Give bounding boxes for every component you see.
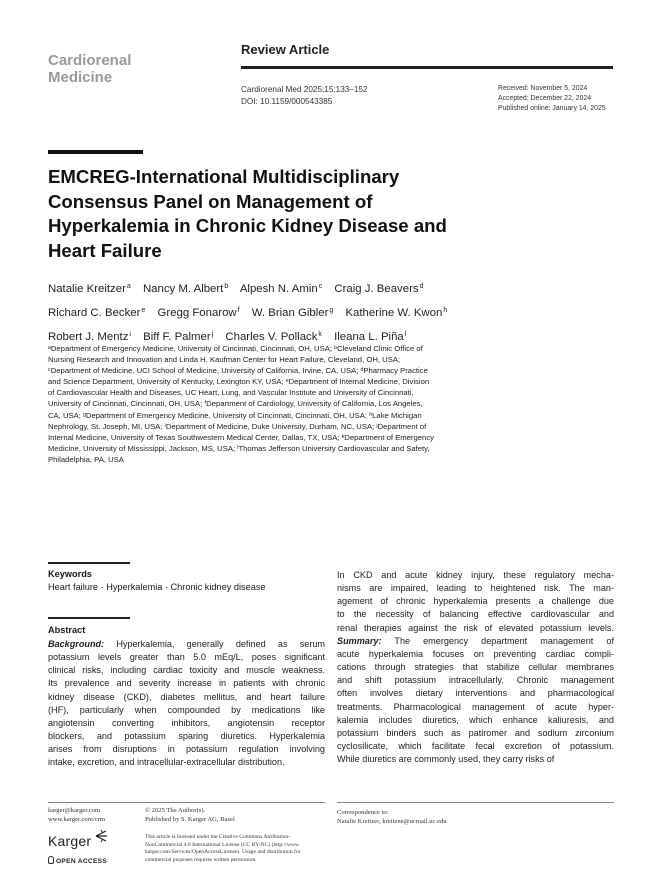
affiliation-line: Nursing Research and Innovation and Linda H. Kaufman Center for Heart Failure, Cleveland, OH, USA; [48, 355, 401, 365]
author[interactable]: Biff F. Palmer$^j$ [143, 331, 214, 343]
copyright: © 2025 The Author(s). [145, 807, 206, 814]
published-date: Published online: January 14, 2025 [498, 104, 606, 112]
author-list [48, 276, 608, 348]
abstract-heading: Abstract [48, 625, 86, 635]
footer-rule [337, 802, 614, 803]
abstract-line: kidney disease (CKD), diabetes mellitus, and heart failure [48, 691, 325, 702]
karger-logo: Karger [48, 833, 92, 849]
journal-name [48, 52, 131, 86]
abstract-line: renal therapies against the risk of elevated potassium levels. [337, 622, 614, 633]
citation-line: Cardiorenal Med 2025;15:133–152 [241, 85, 368, 94]
license-line: This article is licensed under the Creative Commons Attribution- [145, 834, 291, 840]
publisher-website[interactable]: www.karger.com/crm [48, 816, 105, 824]
abstract-line: kalemia includes diuretics, which enhance kaliuresis, and [337, 714, 614, 725]
abstract-line: (HF), particularly when compounded by medications like [48, 704, 325, 715]
title-line: EMCREG-International Multidisciplinary [48, 166, 400, 187]
abstract-line: agement of chronic hyperkalemia presents a challenge due [337, 596, 614, 607]
author-line [48, 300, 608, 324]
abstract-line: Its prevalence and severity increase in patients with chronic [48, 678, 325, 689]
keywords-heading: Keywords [48, 569, 92, 579]
abstract-line: and shift potassium intracellularly. Chronic management [337, 675, 614, 686]
publication-info [145, 806, 235, 824]
author[interactable]: Gregg Fonarow$^f$ [157, 307, 240, 319]
abstract-line: Background: Hyperkalemia, generally defined as serum [48, 639, 325, 649]
author[interactable]: W. Brian Gibler$^g$ [251, 307, 334, 319]
abstract-line: angiotensin converting inhibitors, angiotensin receptor [48, 717, 325, 728]
open-lock-icon [48, 856, 54, 864]
affiliation-line: ᵃDepartment of Emergency Medicine, University of Cincinnati, Cincinnati, OH, USA; ᵇCleveland Clinic Office of [48, 344, 423, 353]
author[interactable]: Natalie Kreitzer$^a$ [48, 283, 131, 295]
abstract-line: nisms are impaired, leading to heightened risk. The man- [337, 583, 614, 594]
received-date: Received: November 5, 2024 [498, 85, 588, 92]
affiliation-line: Philadelphia, PA, USA [48, 454, 124, 464]
abstract-right-column [337, 569, 614, 766]
author[interactable]: Katherine W. Kwon$^h$ [345, 307, 448, 319]
affiliation-line: Internal Medicine, University of Texas Southwestern Medical Center, Dallas, TX, USA; ᵏDepartment of Emergency [48, 432, 435, 442]
journal-name-line2: Medicine [48, 69, 113, 86]
publisher: Published by S. Karger AG, Basel [145, 816, 235, 824]
abstract-rule [48, 617, 130, 619]
citation [241, 84, 368, 108]
author[interactable]: Charles V. Pollack$^k$ [225, 331, 322, 343]
author[interactable]: Alpesh N. Amin$^c$ [239, 283, 323, 295]
article-type: Review Article [241, 42, 330, 57]
abstract-line: While diuretics are commonly used, they carry risks of [337, 754, 555, 765]
abstract-line: to the necessity of balancing effective cardiovascular and [337, 609, 614, 620]
affiliation-line: Nephrology, St. Joseph, MI, USA; ⁱDepartment of Medicine, Duke University, Durham, NC, USA; ʲDepartment of [48, 421, 427, 431]
license-line: commercial purposes requires written permission. [145, 857, 257, 864]
article-dates [498, 84, 606, 113]
keywords-rule [48, 562, 130, 564]
author[interactable]: Richard C. Becker$^e$ [48, 307, 146, 319]
abstract-line: cyclosilicate, which facilitate fecal excretion of potassium. [337, 741, 614, 752]
header-rule [241, 66, 613, 69]
abstract-line: Summary: The emergency department management of [337, 635, 614, 646]
karger-mark-icon [94, 829, 108, 843]
correspondence [337, 808, 447, 826]
affiliation-line: Medicine, University of Mississippi, Jackson, MS, USA; ˡThomas Jefferson University Cardiovascular and Safety, [48, 443, 430, 453]
abstract-line: potassium levels greater than 5.0 mEq/L, poses significant [48, 652, 325, 663]
abstract-left-column [48, 638, 325, 770]
doi-link[interactable]: DOI: 10.1159/000543385 [241, 97, 333, 106]
abstract-line: In CKD and acute kidney injury, these regulatory mecha- [337, 570, 614, 580]
abstract-line: often involves dietary interventions and pharmacological [337, 688, 614, 699]
abstract-line: acute hyperkalemia focuses on preventing cardiac compli- [337, 648, 614, 659]
license-line: NonCommercial 4.0 International License (CC BY-NC) (http://www. [145, 841, 300, 848]
title-line: Hyperkalemia in Chronic Kidney Disease and [48, 215, 447, 236]
open-access-badge [48, 856, 107, 865]
title-rule [48, 150, 143, 154]
abstract-line: blockers, and potassium sparing diuretics. Hyperkalemia [48, 731, 325, 742]
abstract-line: cations through strategies that stabilize cellular membranes [337, 662, 614, 673]
article-title [48, 165, 488, 263]
correspondence-contact[interactable]: Natalie Kreitzer, kreitzne@ucmail.uc.edu [337, 818, 447, 826]
title-line: Heart Failure [48, 239, 162, 261]
open-access-label: OPEN ACCESS [56, 858, 108, 865]
author[interactable]: Nancy M. Albert$^b$ [142, 283, 229, 295]
affiliation-line: and Science Department, University of Kentucky, Lexington KY, USA; ᵉDepartment of Internal Medicine, Division [48, 377, 430, 387]
license-text [145, 834, 330, 865]
abstract-line: intake, excretion, and intracellular-extracellular distribution. [48, 757, 285, 768]
keywords-text: Heart failure · Hyperkalemia · Chronic kidney disease [48, 582, 266, 592]
abstract-line: clinical risks, including cardiac toxicity and muscle weakness. [48, 665, 325, 676]
affiliation-line: CA, USA; ᵍDepartment of Emergency Medicine, University of Cincinnati, Cincinnati, OH, USA; ʰLake Michigan [48, 410, 422, 420]
author[interactable]: Ileana L. Piña$^l$ [334, 331, 407, 343]
background-label: Background: [48, 639, 105, 649]
abstract-line: treatments. Pharmacological management of acute hyper- [337, 701, 614, 712]
publisher-email[interactable]: karger@karger.com [48, 807, 101, 814]
affiliation-line: of Cardiovascular Health and Diseases, UC Heart, Lung, and Vascular Institute and University of Cincinnati, [48, 388, 414, 398]
license-line: karger.com/Services/OpenAccessLicense). Usage and distribution for [145, 849, 301, 856]
affiliation-line: ᶜDepartment of Medicine, UCI School of Medicine, University of California, Irvine, CA, USA; ᵈPharmacy Practice [48, 366, 428, 376]
affiliation-line: University of Cincinnati, Cincinnati, OH, USA; ᶠDepartment of Cardiology, University of California, Los Angeles, [48, 399, 423, 409]
abstract-line: potassium binders such as patiromer and sodium zirconium [337, 727, 614, 738]
journal-name-line1: Cardiorenal [48, 52, 132, 69]
affiliations [48, 343, 593, 465]
footer-rule [48, 802, 325, 803]
publisher-contact [48, 806, 105, 824]
author[interactable]: Robert J. Mentz$^i$ [48, 331, 131, 343]
title-line: Consensus Panel on Management of [48, 190, 373, 212]
author[interactable]: Craig J. Beavers$^d$ [334, 283, 424, 295]
correspondence-label: Correspondence to: [337, 809, 389, 816]
accepted-date: Accepted: December 22, 2024 [498, 94, 592, 102]
abstract-line: arises from disruptions in potassium regulation involving [48, 744, 325, 755]
author-line [48, 276, 608, 300]
summary-label: Summary: [337, 635, 382, 646]
